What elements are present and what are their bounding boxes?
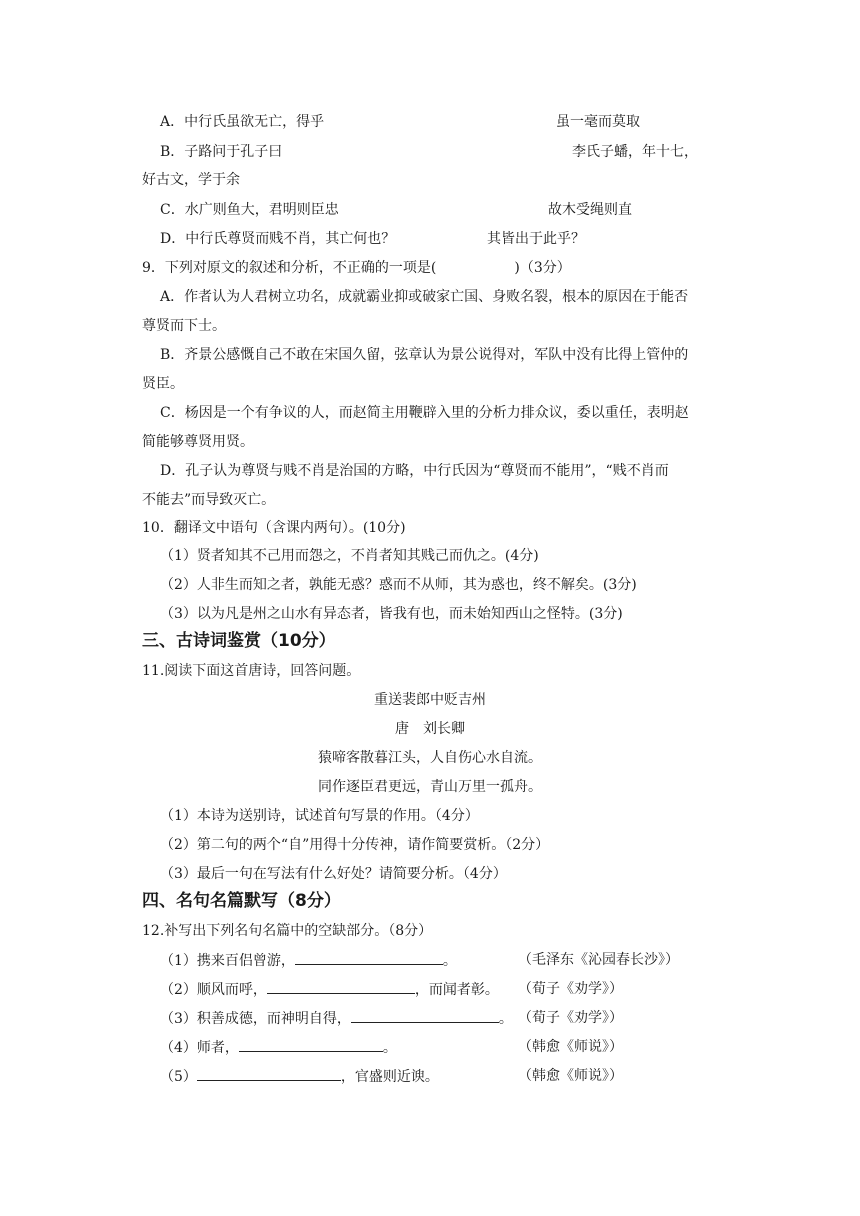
q10-sentence-3: （3）以为凡是州之山水有异态者，皆我有也，而未始知西山之怪特。(3分) — [160, 606, 623, 622]
q12-item-2-text: （2）顺风而呼， — [160, 982, 267, 998]
q11-subquestion-1: （1）本诗为送别诗，试述首句写景的作用。（4分） — [160, 808, 479, 824]
q9-option-c-line1: C．杨因是一个有争议的人，而赵简主用鞭辟入里的分析力排众议，委以重任，表明赵 — [160, 405, 689, 421]
q12-item-4-end: 。 — [382, 1040, 397, 1056]
q12-item-2-source: （荀子《劝学》） — [518, 981, 623, 997]
poem-title: 重送裴郎中贬吉州 — [374, 692, 486, 708]
q12-item-4-source: （韩愈《师说》） — [518, 1039, 623, 1055]
q12-blank-2[interactable] — [267, 979, 415, 994]
q9-option-c-line2: 简能够尊贤用贤。 — [142, 434, 254, 450]
q9-stem-score: )（3分） — [514, 260, 571, 276]
poem-author: 唐 刘长卿 — [395, 721, 465, 737]
q11-subquestion-2: （2）第二句的两个“自”用得十分传神，请作简要赏析。（2分） — [160, 837, 550, 853]
q12-blank-5[interactable] — [197, 1066, 341, 1081]
poem-line-2: 同作逐臣君更远，青山万里一孤舟。 — [318, 779, 542, 795]
q12-blank-1[interactable] — [295, 950, 443, 965]
q12-item-5-text: （5） — [160, 1069, 197, 1085]
q10-sentence-2: （2）人非生而知之者，孰能无惑？惑而不从师，其为惑也，终不解矣。(3分) — [160, 577, 637, 593]
q12-item-2-end: ，而闻者彰。 — [414, 982, 499, 998]
q8-option-b-left: B．子路问于孔子曰 — [160, 144, 283, 160]
q12-item-3 — [160, 1008, 513, 1029]
section-4-heading: 四、名句名篇默写（8分） — [142, 891, 341, 911]
q12-blank-4[interactable] — [239, 1037, 383, 1052]
q8-option-d-right: 其皆出于此乎？ — [487, 231, 585, 247]
q8-option-b-cont: 好古文，学于余 — [142, 172, 240, 188]
q8-option-b-right: 李氏子蟠，年十七， — [572, 144, 698, 160]
q12-item-1-source: （毛泽东《沁园春长沙》） — [518, 952, 679, 968]
q9-option-b-line1: B．齐景公感慨自己不敢在宋国久留，弦章认为景公说得对，军队中没有比得上管仲的 — [160, 347, 689, 363]
q12-item-3-source: （荀子《劝学》） — [518, 1010, 623, 1026]
q8-option-c-left: C．水广则鱼大，君明则臣忠 — [160, 202, 339, 218]
q9-option-d-line2: 不能去”而导致灭亡。 — [142, 492, 276, 508]
q9-stem — [142, 258, 571, 278]
q9-option-d-line1: D．孔子认为尊贤与贱不肖是治国的方略，中行氏因为“尊贤而不能用”，“贱不肖而 — [160, 463, 669, 479]
q12-item-1 — [160, 950, 457, 971]
q12-item-5-end: ，官盛则近谀。 — [340, 1069, 439, 1085]
q12-item-4 — [160, 1037, 397, 1058]
q12-item-3-end: 。 — [498, 1011, 513, 1027]
q9-option-a-line2: 尊贤而下士。 — [142, 318, 226, 334]
q12-blank-3[interactable] — [351, 1008, 499, 1023]
section-3-heading: 三、古诗词鉴赏（10分） — [142, 631, 336, 651]
q9-option-a-line1: A．作者认为人君树立功名，成就霸业抑或破家亡国、身败名裂，根本的原因在于能否 — [160, 289, 689, 305]
q11-stem: 11.阅读下面这首唐诗，回答问题。 — [142, 663, 361, 679]
q12-item-3-text: （3）积善成德，而神明自得， — [160, 1011, 351, 1027]
q8-option-a-right: 虽一毫而莫取 — [556, 114, 640, 130]
q9-stem-text: 9．下列对原文的叙述和分析，不正确的一项是( — [142, 260, 437, 276]
q12-item-5-source: （韩愈《师说》） — [518, 1068, 623, 1084]
q12-stem: 12.补写出下列名句名篇中的空缺部分。（8分） — [142, 923, 433, 939]
q12-item-4-text: （4）师者， — [160, 1040, 239, 1056]
poem-line-1: 猿啼客散暮江头，人自伤心水自流。 — [318, 750, 542, 766]
q10-sentence-1: （1）贤者知其不己用而怨之，不肖者知其贱己而仇之。(4分) — [160, 548, 539, 564]
q12-item-1-text: （1）携来百侣曾游， — [160, 953, 295, 969]
q10-stem: 10．翻译文中语句（含课内两句）。(10分) — [142, 520, 406, 536]
q12-item-5 — [160, 1066, 439, 1087]
q11-subquestion-3: （3）最后一句在写法有什么好处？请简要分析。（4分） — [160, 866, 507, 882]
q9-option-b-line2: 贤臣。 — [142, 376, 184, 392]
q12-item-2 — [160, 979, 499, 1000]
q8-option-d-left: D．中行氏尊贤而贱不肖，其亡何也？ — [160, 231, 396, 247]
q8-option-c-right: 故木受绳则直 — [548, 202, 632, 218]
q12-item-1-end: 。 — [442, 953, 457, 969]
q8-option-a-left: A．中行氏虽欲无亡，得乎 — [160, 114, 325, 130]
